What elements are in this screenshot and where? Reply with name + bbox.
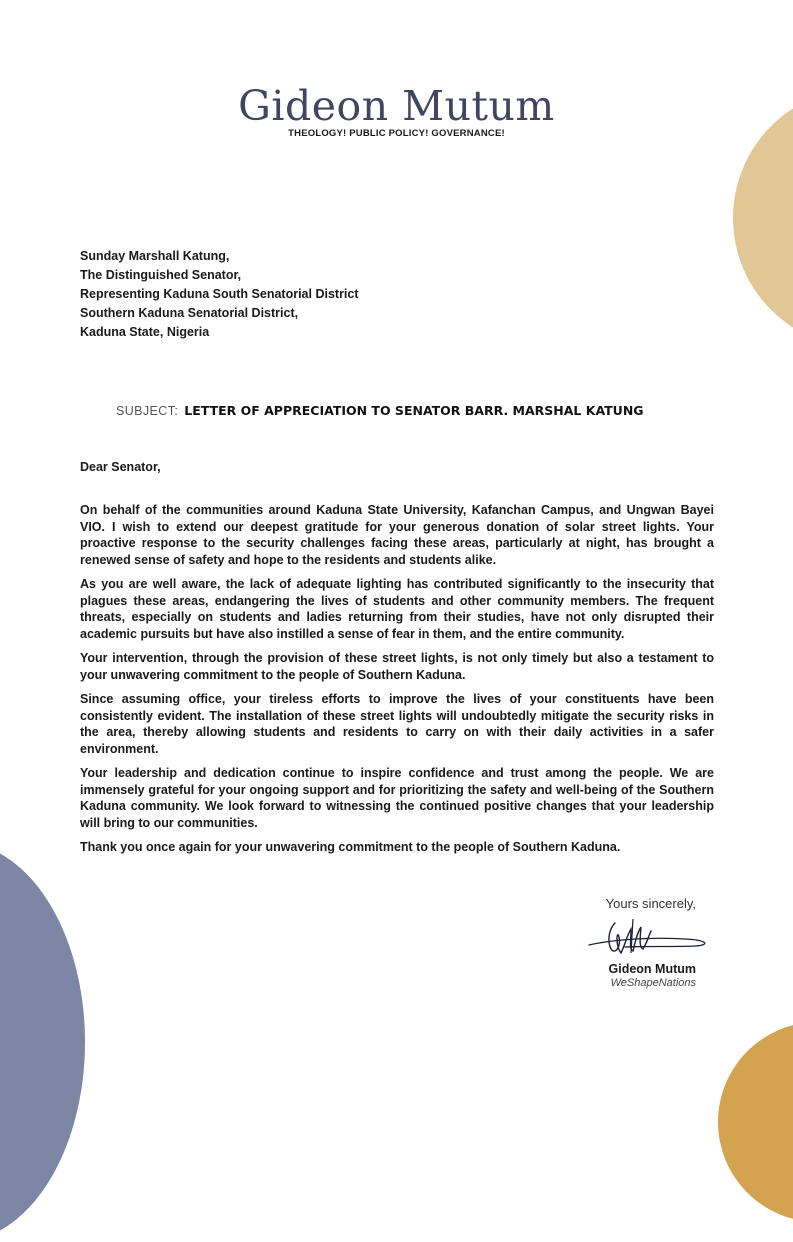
decorative-circle-bottom-right bbox=[718, 1022, 793, 1222]
body-paragraph: Your leadership and dedication continue to inspire confidence and trust among the people. We are immensely grateful for your ongoing support and for prioritizing the safety and well-being of the Southern Kaduna community. We look forward to witnessing the continued positive changes that your leadership will bring to our communities. bbox=[80, 766, 714, 830]
recipient-address bbox=[80, 247, 359, 342]
body-paragraph: As you are well aware, the lack of adequate lighting has contributed significantly to the insecurity that plagues these areas, endangering the lives of students and other community members. The frequent threats, especially on students and ladies returning from their studies, have not only disrupted their academic pursuits but have also instilled a sense of fear in them, and the entire community. bbox=[80, 577, 714, 641]
subject-line bbox=[116, 403, 644, 418]
address-line: Representing Kaduna South Senatorial District bbox=[80, 287, 359, 301]
signature-image bbox=[585, 915, 715, 960]
letter-body bbox=[80, 502, 714, 864]
salutation: Dear Senator, bbox=[80, 460, 161, 474]
address-line: The Distinguished Senator, bbox=[80, 268, 242, 282]
letterhead-name: Gideon Mutum bbox=[238, 82, 555, 130]
body-paragraph: On behalf of the communities around Kaduna State University, Kafanchan Campus, and Ungwan Bayei VIO. I wish to extend our deepest gratitude for your generous donation of solar street lights. Your proactive response to the security challenges facing these areas, particularly at night, has brought a renewed sense of safety and hope to the residents and students alike. bbox=[80, 503, 714, 567]
body-paragraph: Thank you once again for your unwavering commitment to the people of Southern Kaduna. bbox=[80, 840, 621, 854]
signatory-tagline: WeShapeNations bbox=[610, 977, 696, 989]
body-paragraph: Your intervention, through the provision of these street lights, is not only timely but also a testament to your unwavering commitment to the people of Southern Kaduna. bbox=[80, 651, 714, 682]
signatory-name: Gideon Mutum bbox=[608, 962, 696, 976]
body-paragraph: Since assuming office, your tireless efforts to improve the lives of your constituents have been consistently evident. The installation of these street lights will undoubtedly mitigate the security risks in the area, thereby allowing students and residents to carry on with their daily activities in a safer environment. bbox=[80, 692, 714, 756]
valediction: Yours sincerely, bbox=[605, 896, 696, 911]
address-line: Kaduna State, Nigeria bbox=[80, 325, 210, 339]
address-line: Sunday Marshall Katung, bbox=[80, 249, 230, 263]
subject-label: SUBJECT: bbox=[116, 404, 179, 418]
address-line: Southern Kaduna Senatorial District, bbox=[80, 306, 299, 320]
subject-text: LETTER OF APPRECIATION TO SENATOR BARR. MARSHAL KATUNG bbox=[184, 403, 644, 418]
letterhead-tagline: THEOLOGY! PUBLIC POLICY! GOVERNANCE! bbox=[288, 128, 505, 139]
letterhead bbox=[0, 82, 793, 139]
